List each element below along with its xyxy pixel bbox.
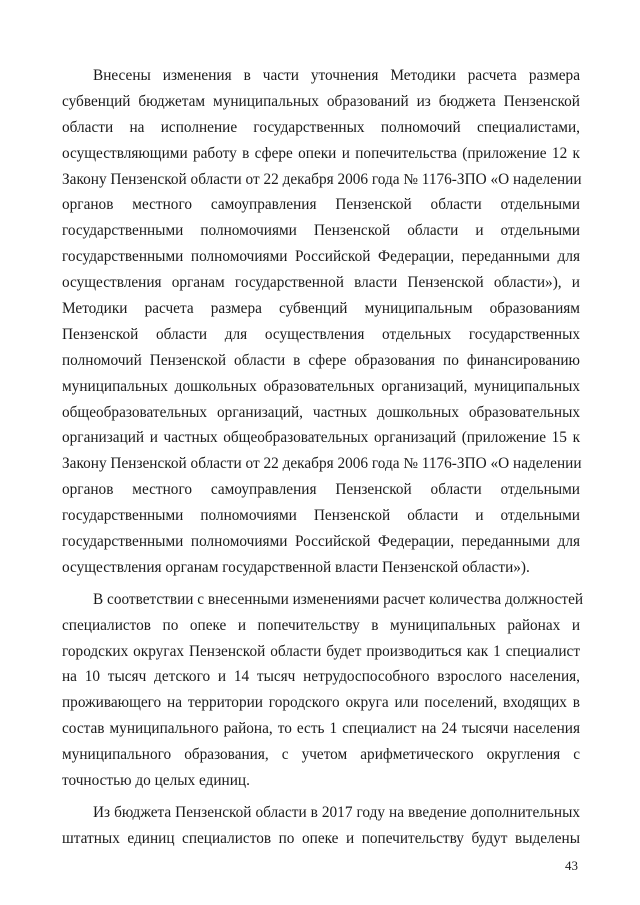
text-line: государственными полномочиями Российской Федерации, переданными для	[62, 248, 580, 266]
text-line: организаций и частных общеобразовательных организаций (приложение 15 к	[62, 429, 580, 447]
text-line: осуществления органам государственной власти Пензенской области»).	[62, 558, 530, 576]
text-line: органов местного самоуправления Пензенской области отдельными	[62, 196, 580, 214]
text-line: Из бюджета Пензенской области в 2017 году на введение дополнительных	[93, 803, 580, 821]
text-line: области на исполнение государственных полномочий специалистами,	[62, 118, 580, 136]
text-line: субвенций бюджетам муниципальных образований из бюджета Пензенской	[62, 92, 580, 110]
text-line: государственными полномочиями Пензенской области и отдельными	[62, 222, 580, 240]
text-line: Закону Пензенской области от 22 декабря 2006 года № 1176-ЗПО «О наделении	[62, 455, 582, 473]
text-line: точностью до целых единиц.	[62, 772, 250, 790]
text-line: Внесены изменения в части уточнения Методики расчета размера	[93, 67, 580, 84]
text-line: государственными полномочиями Российской Федерации, переданными для	[62, 533, 580, 551]
text-line: штатных единиц специалистов по опеке и попечительству будут выделены	[62, 829, 580, 847]
text-line: полномочий Пензенской области в сфере образования по финансированию	[62, 351, 580, 369]
text-line: Пензенской области для осуществления отдельных государственных	[62, 325, 580, 343]
text-line: городских округах Пензенской области будет производиться как 1 специалист	[62, 642, 580, 660]
text-line: проживающего на территории городского округа или поселений, входящих в	[62, 694, 580, 712]
text-line: Закону Пензенской области от 22 декабря 2006 года № 1176-ЗПО «О наделении	[62, 170, 582, 188]
text-line: состав муниципального района, то есть 1 специалист на 24 тысячи населения	[62, 720, 580, 738]
body-text	[62, 63, 584, 852]
paragraph-1	[62, 63, 580, 581]
text-line: общеобразовательных организаций, частных дошкольных образовательных	[62, 403, 580, 421]
text-line: органов местного самоуправления Пензенской области отдельными	[62, 481, 580, 499]
text-line: Методики расчета размера субвенций муниципальным образованиям	[62, 300, 580, 318]
paragraph-2	[62, 587, 584, 794]
page-number: 43	[565, 858, 578, 873]
text-line: муниципальных дошкольных образовательных организаций, муниципальных	[62, 377, 580, 395]
text-line: осуществляющими работу в сфере опеки и попечительства (приложение 12 к	[62, 144, 580, 162]
text-line: муниципального образования, с учетом арифметического округления с	[62, 746, 580, 764]
paragraph-3	[62, 800, 580, 852]
text-line: государственными полномочиями Пензенской области и отдельными	[62, 507, 580, 525]
text-line: осуществления органам государственной власти Пензенской области»), и	[62, 274, 580, 292]
text-line: специалистов по опеке и попечительству в муниципальных районах и	[62, 616, 580, 634]
text-line: на 10 тысяч детского и 14 тысяч нетрудоспособного взрослого населения,	[62, 668, 580, 686]
text-line: В соответствии с внесенными изменениями расчет количества должностей	[93, 590, 584, 608]
